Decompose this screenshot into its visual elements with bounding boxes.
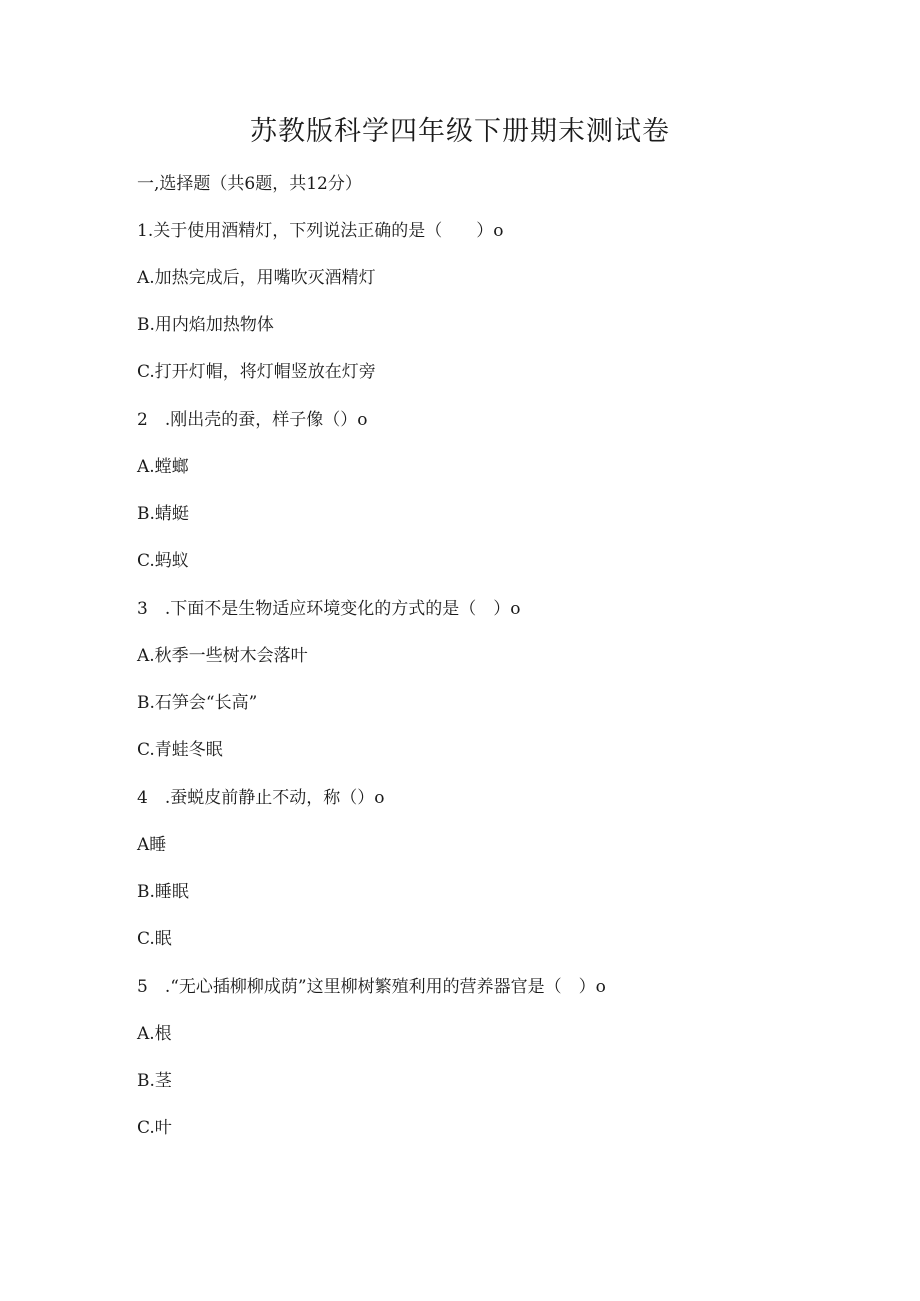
q1-option-a: A.加热完成后，用嘴吹灭酒精灯 [137,268,376,288]
q3-option-a: A.秋季一些树木会落叶 [137,646,308,666]
q4-option-a: A睡 [137,835,167,855]
section-heading: 一,选择题（共6题，共12分） [137,174,362,194]
question-5: 5 .“无心插柳柳成荫”这里柳树繁殖利用的营养器官是（ ）o [137,977,606,997]
q1-option-b: B.用内焰加热物体 [137,315,274,335]
q1-option-c: C.打开灯帽，将灯帽竖放在灯旁 [137,362,376,382]
q3-option-c: C.青蛙冬眠 [137,740,223,760]
document-title: 苏教版科学四年级下册期末测试卷 [250,116,670,147]
q5-option-b: B.茎 [137,1071,172,1091]
q4-option-c: C.眠 [137,929,172,949]
question-1: 1.关于使用酒精灯，下列说法正确的是（ ）o [137,221,504,241]
q5-option-c: C.叶 [137,1118,172,1138]
q2-option-b: B.蜻蜓 [137,504,189,524]
question-4: 4 .蚕蜕皮前静止不动，称（）o [137,788,385,808]
question-2: 2 .刚出壳的蚕，样子像（）o [137,410,368,430]
q2-option-c: C.蚂蚁 [137,551,189,571]
question-3: 3 .下面不是生物适应环境变化的方式的是（ ）o [137,599,521,619]
q3-option-b: B.石笋会“长高” [137,693,258,713]
q4-option-b: B.睡眠 [137,882,189,902]
q2-option-a: A.螳螂 [137,457,189,477]
q5-option-a: A.根 [137,1024,172,1044]
